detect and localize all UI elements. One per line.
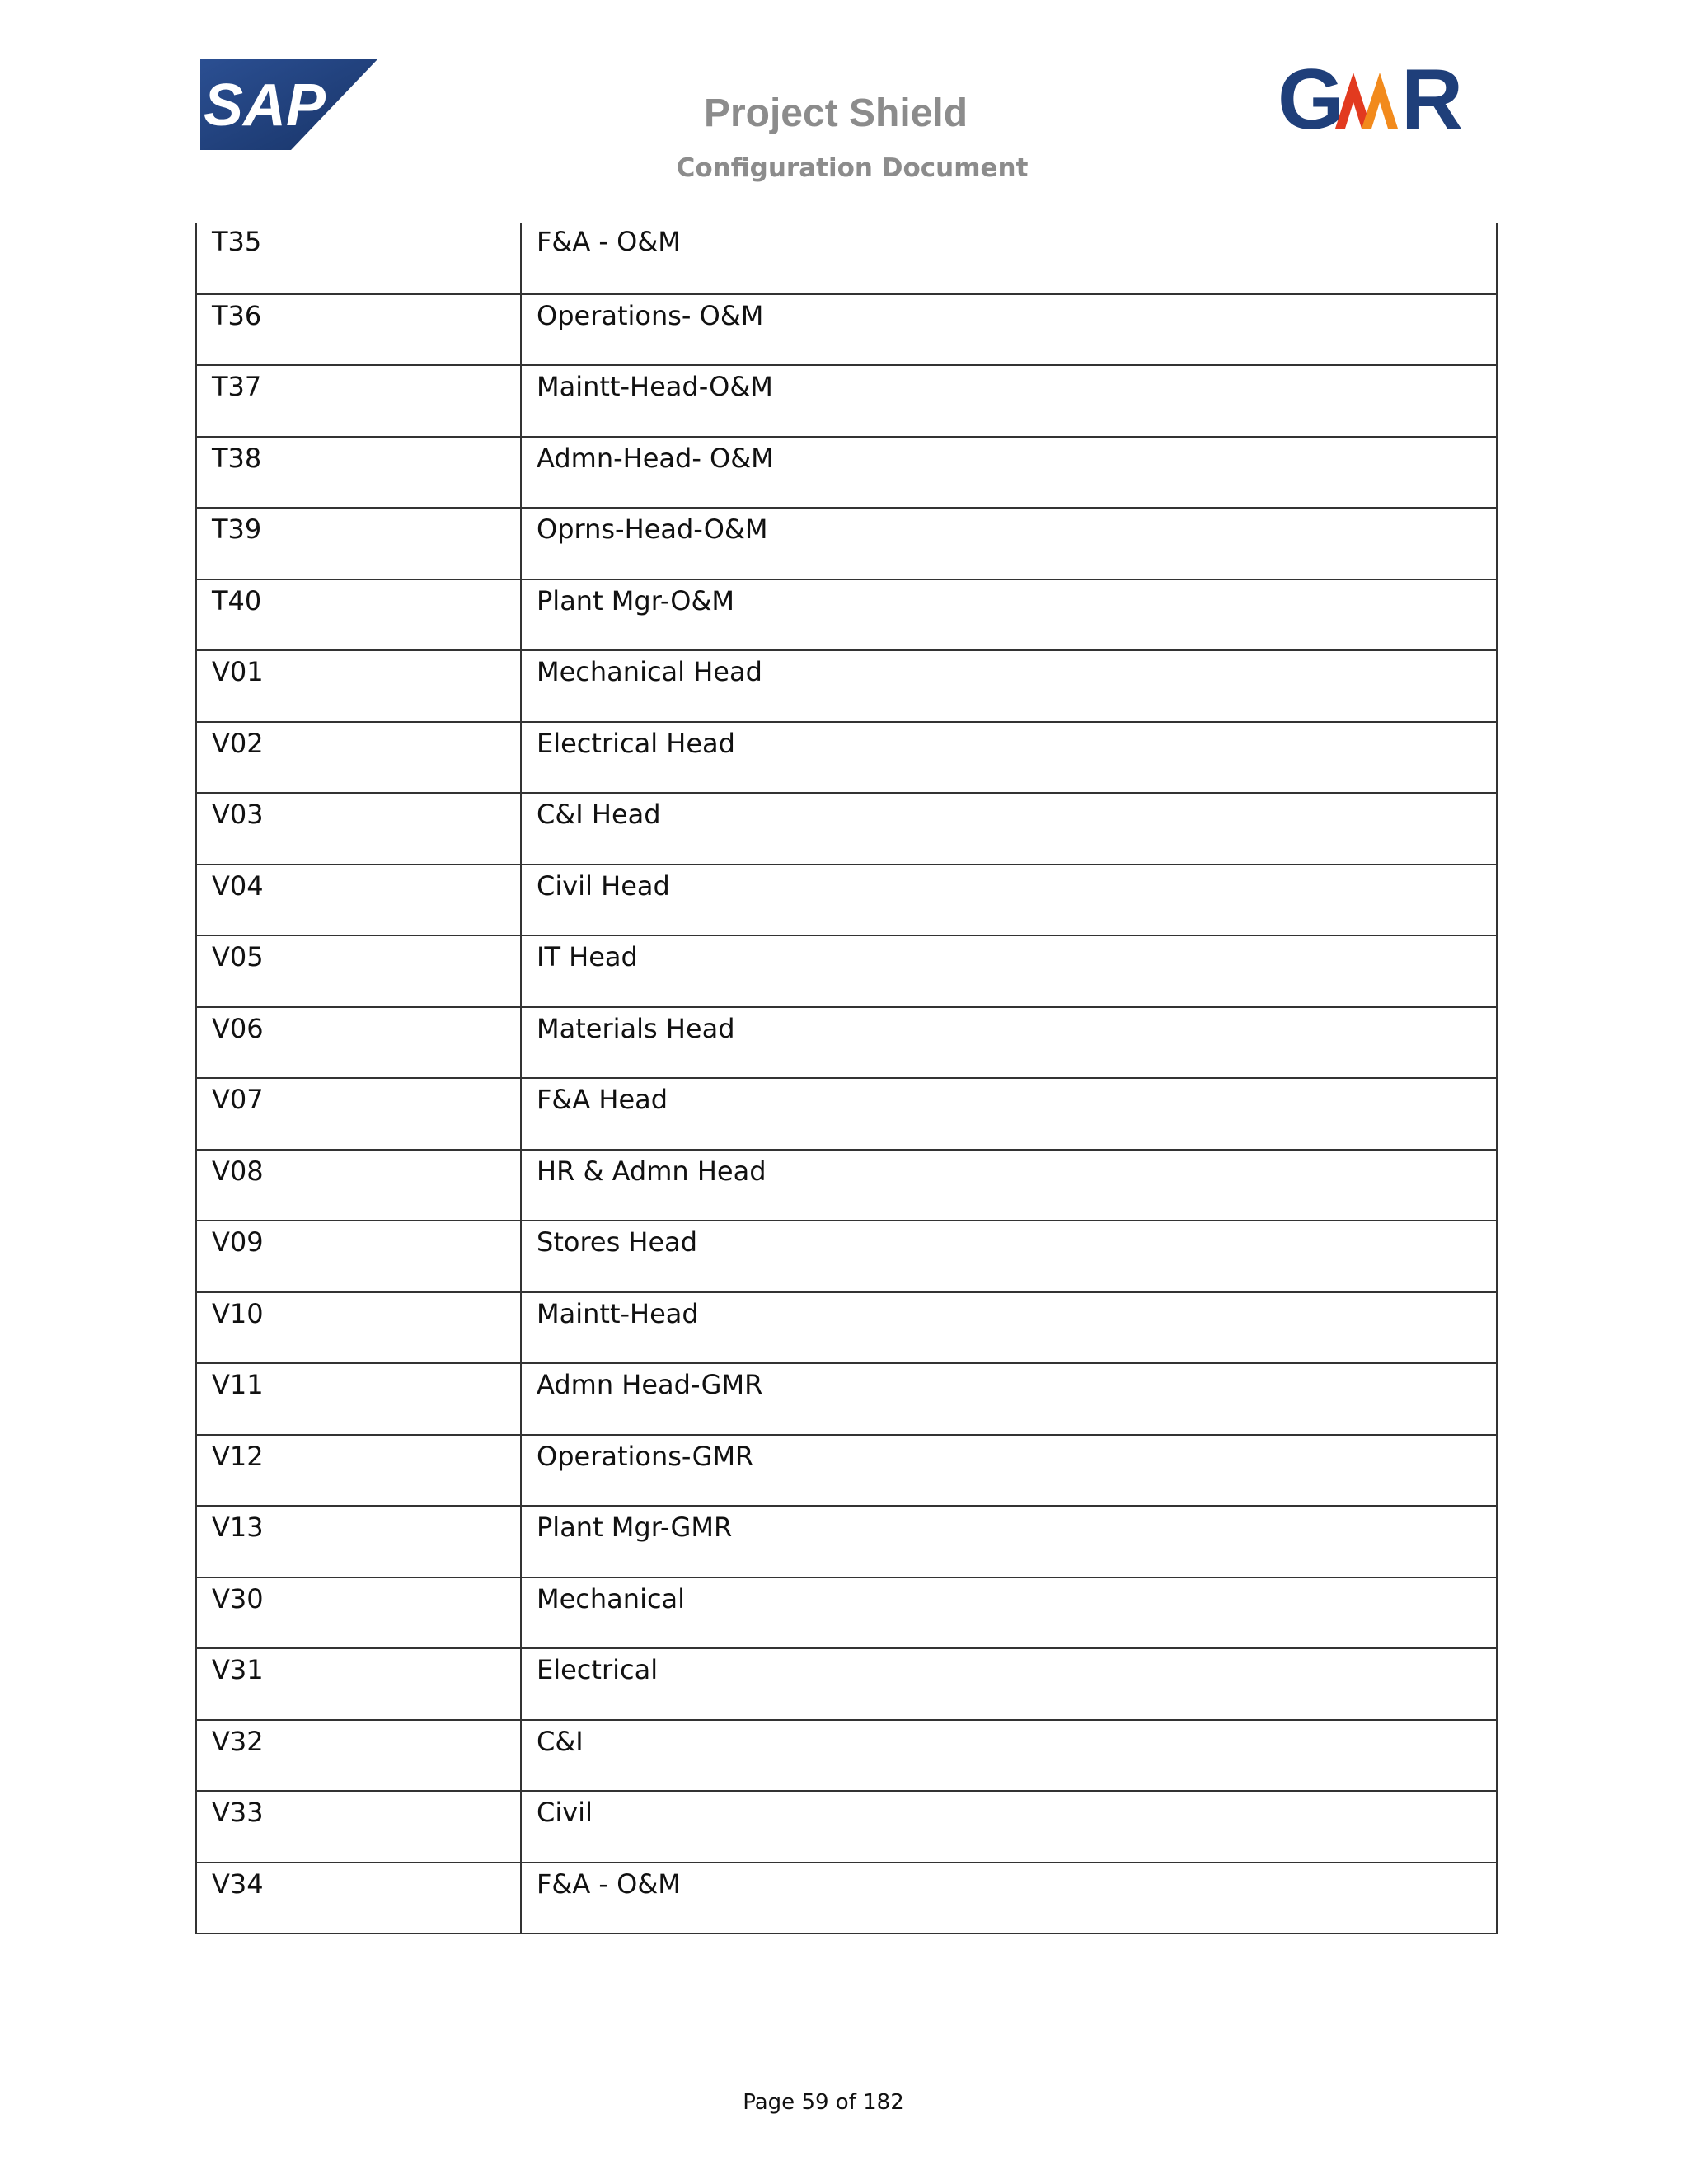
table-cell-description: Oprns-Head-O&M	[521, 508, 1497, 579]
table-row	[196, 437, 1497, 509]
role-code-table	[195, 223, 1498, 1934]
table-row	[196, 865, 1497, 936]
page-number: Page 59 of 182	[743, 2090, 904, 2115]
table-row	[196, 1863, 1497, 1934]
table-row	[196, 1150, 1497, 1221]
table-cell-code: V03	[196, 793, 521, 865]
table-row	[196, 1577, 1497, 1649]
table-cell-code: V31	[196, 1648, 521, 1720]
table-cell-description: Stores Head	[521, 1221, 1497, 1292]
table-cell-description: F&A - O&M	[521, 1863, 1497, 1934]
table-row	[196, 223, 1497, 294]
table-cell-code: T40	[196, 579, 521, 651]
table-cell-description: C&I Head	[521, 793, 1497, 865]
document-title-text: Project Shield	[703, 91, 968, 135]
table-cell-code: V04	[196, 865, 521, 936]
table-cell-description: Plant Mgr-O&M	[521, 579, 1497, 651]
table-cell-description: Admn Head-GMR	[521, 1363, 1497, 1435]
table-cell-code: T39	[196, 508, 521, 579]
table-cell-description: Maintt-Head	[521, 1292, 1497, 1364]
table-cell-code: V07	[196, 1078, 521, 1150]
table-cell-code: V33	[196, 1791, 521, 1863]
table-row	[196, 722, 1497, 794]
table-cell-description: Operations- O&M	[521, 294, 1497, 366]
table-cell-code: V02	[196, 722, 521, 794]
table-cell-description: Maintt-Head-O&M	[521, 365, 1497, 437]
table-row	[196, 1648, 1497, 1720]
table-cell-code: V06	[196, 1007, 521, 1079]
table-cell-description: IT Head	[521, 935, 1497, 1007]
table-row	[196, 1435, 1497, 1507]
table-row	[196, 1791, 1497, 1863]
table-cell-description: Mechanical	[521, 1577, 1497, 1649]
table-row	[196, 1363, 1497, 1435]
table-cell-description: HR & Admn Head	[521, 1150, 1497, 1221]
table-cell-description: Civil Head	[521, 865, 1497, 936]
table-cell-code: V13	[196, 1506, 521, 1577]
table-cell-description: Electrical	[521, 1648, 1497, 1720]
page-header	[0, 0, 1688, 223]
table-row	[196, 1720, 1497, 1792]
document-subtitle	[0, 153, 1688, 183]
table-cell-description: Electrical Head	[521, 722, 1497, 794]
table-cell-code: V30	[196, 1577, 521, 1649]
role-code-table-body	[196, 223, 1497, 1933]
table-cell-description: Mechanical Head	[521, 650, 1497, 722]
table-cell-code: T37	[196, 365, 521, 437]
table-cell-code: V05	[196, 935, 521, 1007]
table-cell-code: T38	[196, 437, 521, 509]
table-cell-code: V32	[196, 1720, 521, 1792]
table-cell-code: V11	[196, 1363, 521, 1435]
gmr-logo-r: R	[1401, 59, 1464, 135]
table-cell-description: Operations-GMR	[521, 1435, 1497, 1507]
gmr-logo-g: G	[1278, 59, 1344, 135]
table-cell-code: V34	[196, 1863, 521, 1934]
table-row	[196, 793, 1497, 865]
table-cell-code: V01	[196, 650, 521, 722]
document-subtitle-text: Configuration Document	[676, 153, 1029, 183]
table-cell-description: Materials Head	[521, 1007, 1497, 1079]
table-row	[196, 650, 1497, 722]
table-cell-description: Plant Mgr-GMR	[521, 1506, 1497, 1577]
table-row	[196, 1292, 1497, 1364]
table-row	[196, 935, 1497, 1007]
table-row	[196, 1078, 1497, 1150]
table-cell-code: V08	[196, 1150, 521, 1221]
table-cell-description: Admn-Head- O&M	[521, 437, 1497, 509]
table-row	[196, 579, 1497, 651]
table-row	[196, 1221, 1497, 1292]
table-row	[196, 365, 1497, 437]
table-cell-code: V09	[196, 1221, 521, 1292]
table-cell-code: T36	[196, 294, 521, 366]
page-footer	[0, 2090, 1688, 2115]
table-cell-code: T35	[196, 223, 521, 294]
table-cell-description: Civil	[521, 1791, 1497, 1863]
table-row	[196, 1506, 1497, 1577]
sap-logo-text: SAP	[204, 73, 326, 138]
table-cell-code: V12	[196, 1435, 521, 1507]
table-cell-description: C&I	[521, 1720, 1497, 1792]
table-row	[196, 1007, 1497, 1079]
table-cell-description: F&A Head	[521, 1078, 1497, 1150]
table-row	[196, 508, 1497, 579]
table-row	[196, 294, 1497, 366]
table-cell-code: V10	[196, 1292, 521, 1364]
gmr-logo-icon	[1278, 59, 1475, 135]
table-cell-description: F&A - O&M	[521, 223, 1497, 294]
